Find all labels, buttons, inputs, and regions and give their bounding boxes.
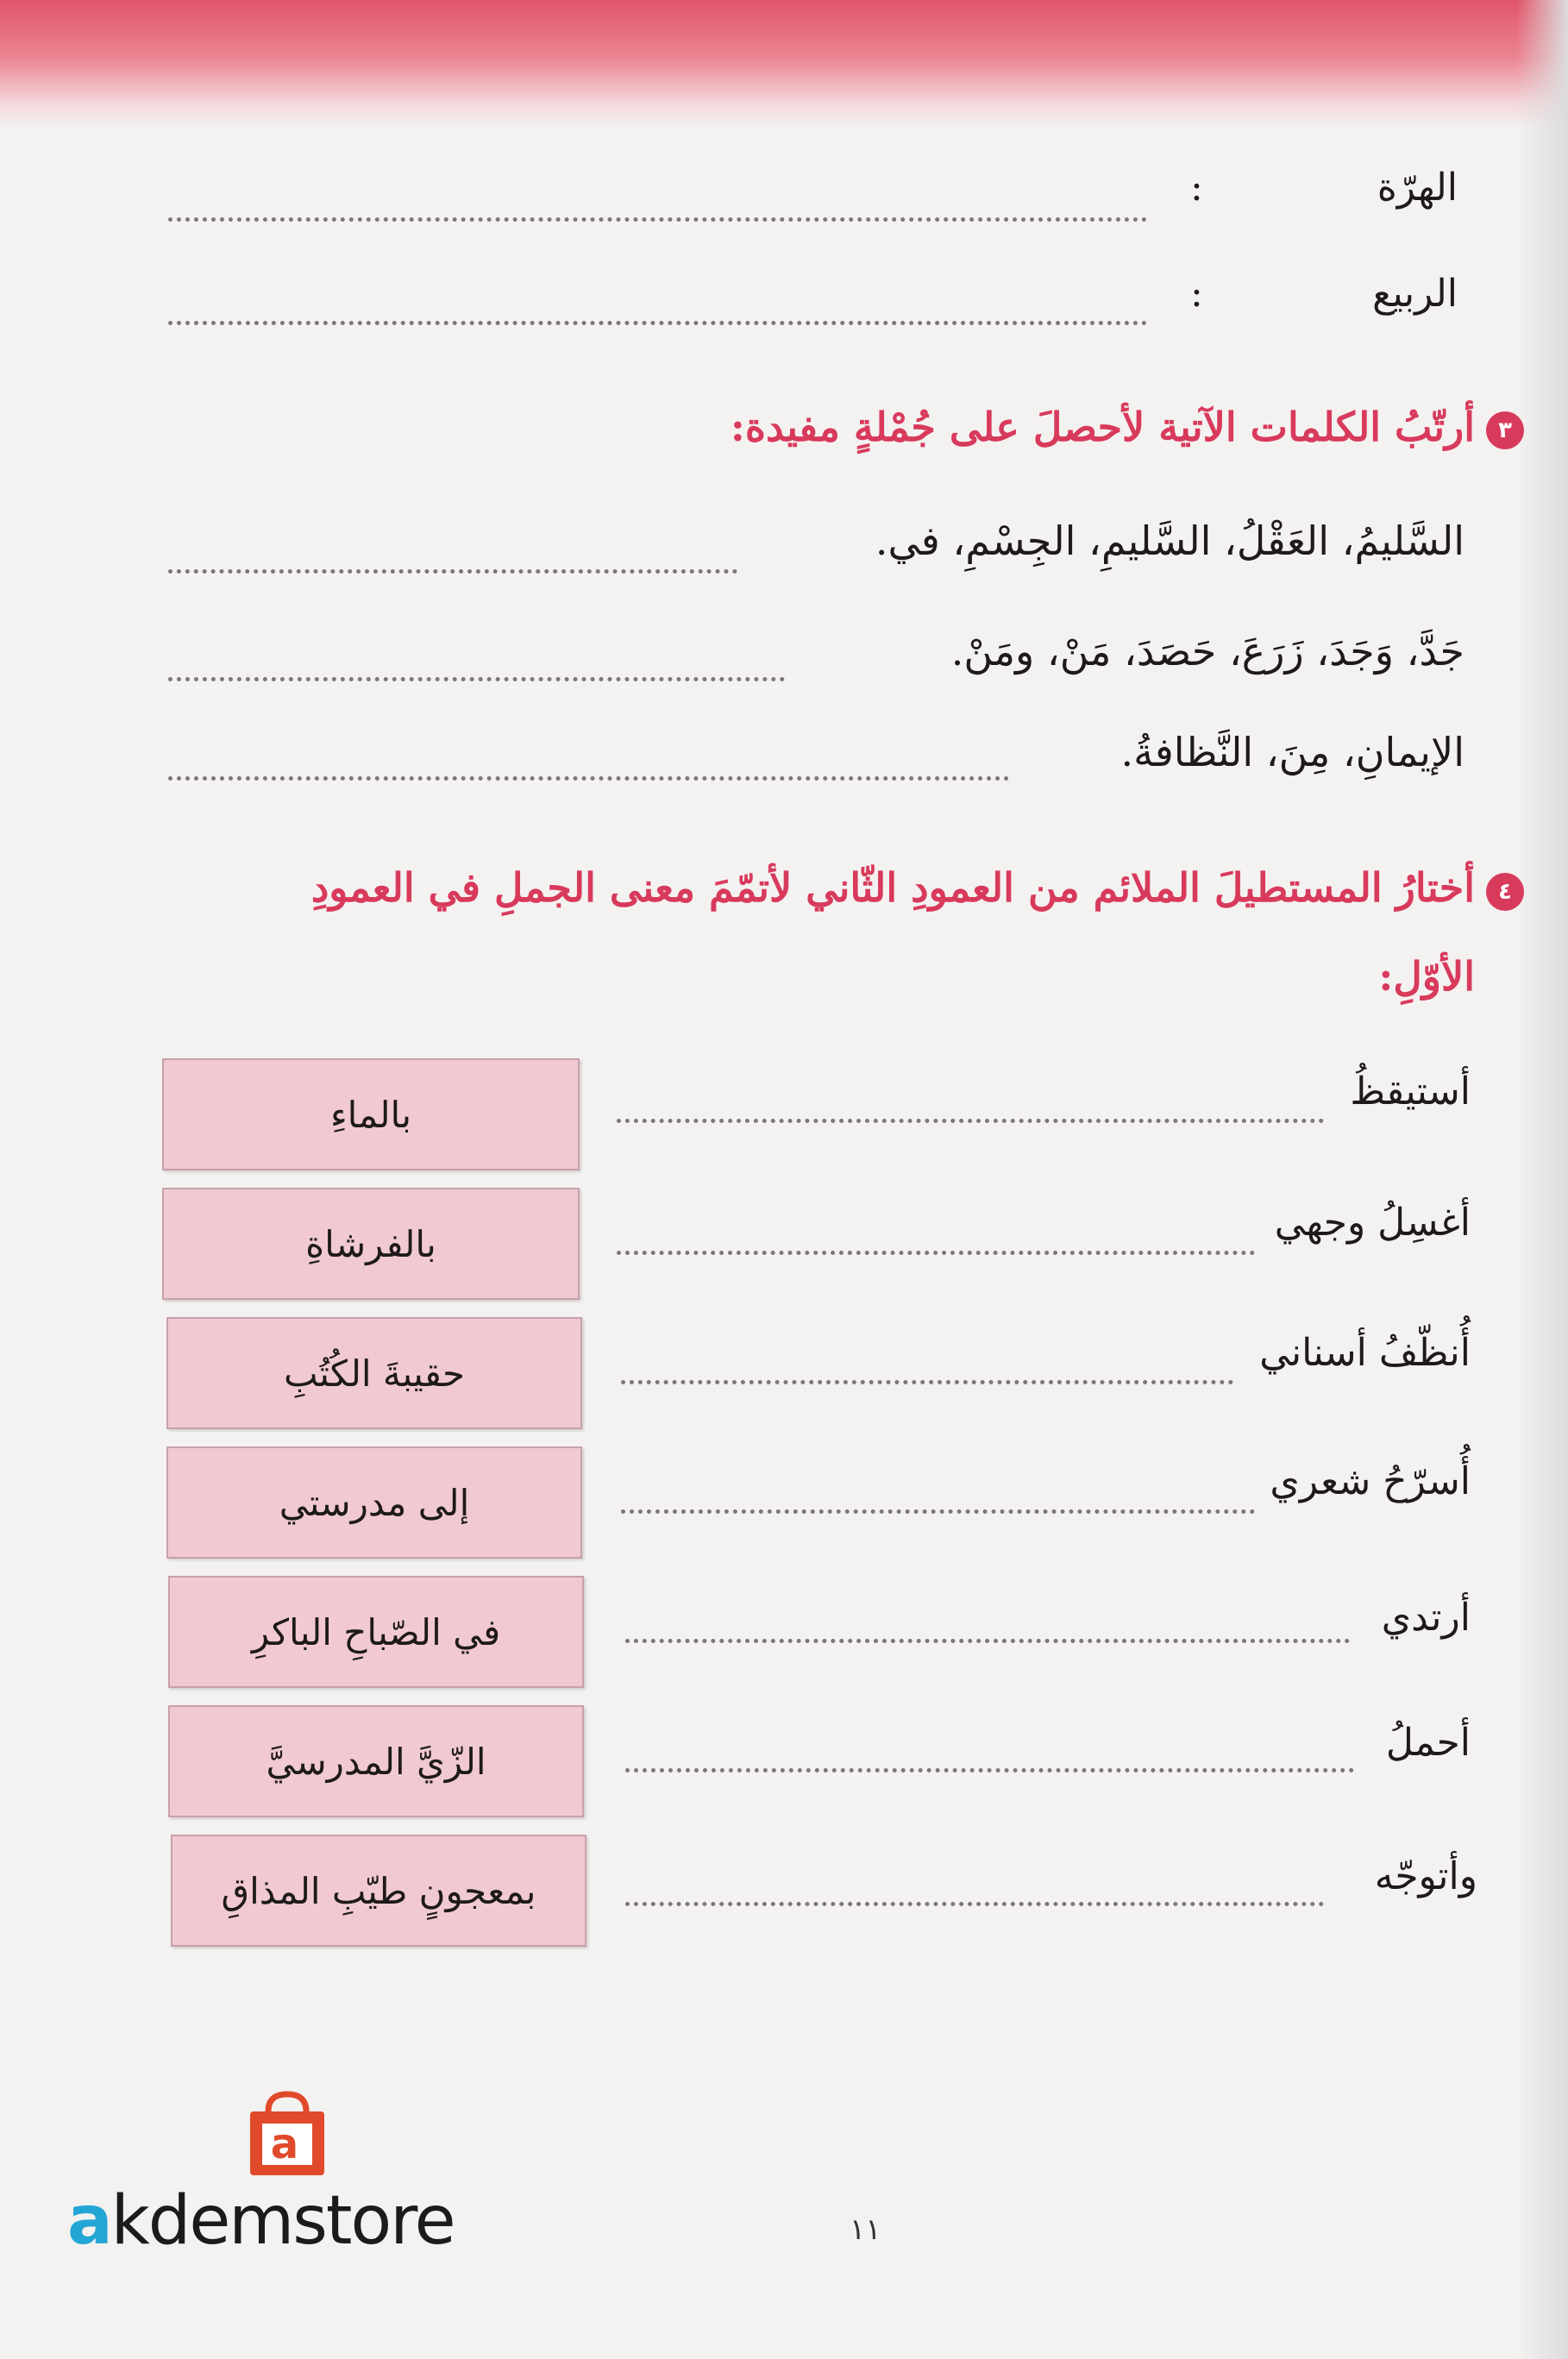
column-one-answer-line[interactable] xyxy=(625,1768,1354,1772)
column-one-item: أرتدي xyxy=(1381,1596,1471,1640)
logo-letter: a xyxy=(270,2120,299,2168)
top-color-band xyxy=(0,0,1568,129)
column-two-box[interactable]: إلى مدرستي xyxy=(166,1446,582,1559)
exercise-3-words-2: جَدَّ، وَجَدَ، زَرَعَ، حَصَدَ، مَنْ، ومَنْ. xyxy=(950,628,1465,674)
exercise-3-number-badge: ٣ xyxy=(1486,411,1524,449)
exercise-4-number-badge: ٤ xyxy=(1486,873,1524,911)
page-number: ١١ xyxy=(850,2212,881,2247)
column-two-box[interactable]: بمعجونٍ طيّبِ المذاقِ xyxy=(171,1835,586,1947)
exercise-3-answer-line-1[interactable] xyxy=(168,569,737,574)
definition-answer-line-2[interactable] xyxy=(168,321,1147,325)
column-one-item: أحملُ xyxy=(1385,1721,1471,1765)
column-two-box[interactable]: بالماءِ xyxy=(162,1058,580,1170)
page-edge-shadow xyxy=(1516,0,1568,2359)
column-one-item: وأتوجّه xyxy=(1374,1854,1477,1898)
definition-colon-1: : xyxy=(1190,166,1203,210)
column-one-answer-line[interactable] xyxy=(617,1251,1255,1255)
definition-word-1: الهرّة xyxy=(1377,166,1458,210)
column-one-answer-line[interactable] xyxy=(625,1639,1350,1643)
column-one-answer-line[interactable] xyxy=(625,1902,1324,1906)
shopping-bag-logo-icon xyxy=(240,2087,335,2182)
exercise-3-words-1: السَّليمُ، العَقْلُ، السَّليمِ، الجِسْمِ، في. xyxy=(875,518,1465,564)
exercise-4-title-line-2: الأوّلِ: xyxy=(1378,953,1475,1000)
column-two-box[interactable]: بالفرشاةِ xyxy=(162,1188,580,1300)
exercise-3-answer-line-2[interactable] xyxy=(168,677,785,681)
exercise-3-words-3: الإيمانِ، مِنَ، النَّظافةُ. xyxy=(1120,729,1465,775)
column-two-box[interactable]: الزّيَّ المدرسيَّ xyxy=(168,1705,584,1817)
column-one-item: أستيقظُ xyxy=(1350,1070,1471,1114)
column-one-item: أُنظّفُ أسناني xyxy=(1259,1331,1471,1375)
column-two-box[interactable]: في الصّباحِ الباكرِ xyxy=(168,1576,584,1688)
akdemstore-watermark: akdemstore xyxy=(67,2182,455,2260)
column-one-answer-line[interactable] xyxy=(621,1509,1255,1514)
definition-colon-2: : xyxy=(1190,272,1203,316)
exercise-4-title-line-1: أختارُ المستطيلَ الملائم من العمودِ الثّاني لأتمّمَ معنى الجملِ في العمودِ xyxy=(310,864,1475,911)
column-one-item: أُسرّحُ شعري xyxy=(1270,1459,1471,1503)
definition-answer-line-1[interactable] xyxy=(168,217,1147,222)
column-one-answer-line[interactable] xyxy=(621,1380,1233,1384)
definition-word-2: الربيع xyxy=(1372,272,1458,316)
exercise-3-title: أرتّبُ الكلمات الآتية لأحصلَ على جُمْلةٍ مفيدة: xyxy=(730,404,1475,450)
column-two-box[interactable]: حقيبةَ الكُتُبِ xyxy=(166,1317,582,1429)
column-one-answer-line[interactable] xyxy=(617,1119,1324,1123)
column-one-item: أغسِلُ وجهي xyxy=(1274,1201,1471,1245)
exercise-3-answer-line-3[interactable] xyxy=(168,776,1009,781)
